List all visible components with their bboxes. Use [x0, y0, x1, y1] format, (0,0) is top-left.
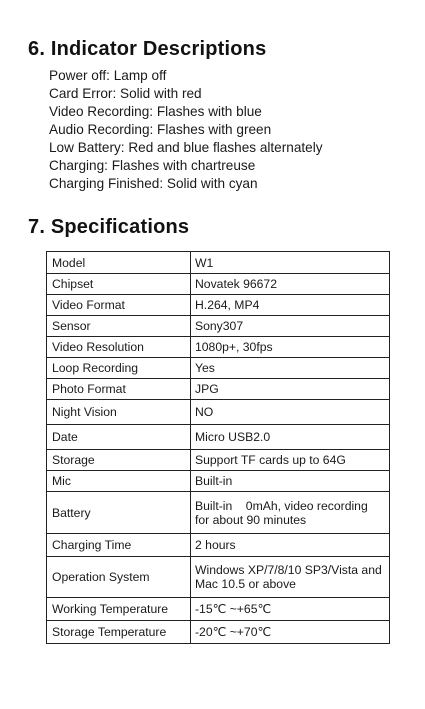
- spec-label: Sensor: [47, 316, 191, 337]
- spec-label: Working Temperature: [47, 598, 191, 621]
- spec-label: Chipset: [47, 274, 191, 295]
- table-row: [47, 400, 390, 425]
- indicator-item: Power off: Lamp off: [49, 68, 167, 83]
- indicator-item: Video Recording: Flashes with blue: [49, 104, 262, 119]
- table-row: [47, 425, 390, 450]
- specifications-table: [46, 251, 390, 644]
- table-row: [47, 450, 390, 471]
- indicator-item: Charging Finished: Solid with cyan: [49, 176, 258, 191]
- indicator-item: Charging: Flashes with chartreuse: [49, 158, 256, 173]
- table-row: [47, 379, 390, 400]
- spec-label: Photo Format: [47, 379, 191, 400]
- indicator-item: Audio Recording: Flashes with green: [49, 122, 272, 137]
- spec-value: Support TF cards up to 64G: [191, 450, 390, 471]
- spec-label: Mic: [47, 471, 191, 492]
- indicator-item: Card Error: Solid with red: [49, 86, 202, 101]
- table-row: [47, 557, 390, 598]
- spec-value: Built-in: [191, 471, 390, 492]
- spec-label: Charging Time: [47, 534, 191, 557]
- table-row: [47, 534, 390, 557]
- table-row: [47, 358, 390, 379]
- table-row: [47, 621, 390, 644]
- specifications-heading: 7. Specifications: [28, 216, 190, 238]
- spec-value: Micro USB2.0: [191, 425, 390, 450]
- spec-value: -15℃ ~+65℃: [191, 598, 390, 621]
- spec-label: Night Vision: [47, 400, 191, 425]
- spec-value: JPG: [191, 379, 390, 400]
- table-row: [47, 471, 390, 492]
- table-row: [47, 252, 390, 274]
- spec-label: Storage: [47, 450, 191, 471]
- spec-value: Sony307: [191, 316, 390, 337]
- spec-value: 2 hours: [191, 534, 390, 557]
- spec-label: Video Resolution: [47, 337, 191, 358]
- spec-label: Operation System: [47, 557, 191, 598]
- spec-value: H.264, MP4: [191, 295, 390, 316]
- spec-value: 1080p+, 30fps: [191, 337, 390, 358]
- indicator-item: Low Battery: Red and blue flashes alternately: [49, 140, 323, 155]
- table-row: [47, 316, 390, 337]
- indicator-descriptions-heading: 6. Indicator Descriptions: [28, 38, 267, 60]
- table-row: [47, 337, 390, 358]
- spec-label: Date: [47, 425, 191, 450]
- spec-label: Storage Temperature: [47, 621, 191, 644]
- spec-label: Loop Recording: [47, 358, 191, 379]
- spec-label: Video Format: [47, 295, 191, 316]
- spec-value: Windows XP/7/8/10 SP3/Vista and Mac 10.5 or above: [191, 557, 390, 598]
- table-row: [47, 295, 390, 316]
- table-row: [47, 598, 390, 621]
- spec-label: Battery: [47, 492, 191, 534]
- spec-value: -20℃ ~+70℃: [191, 621, 390, 644]
- table-row: [47, 274, 390, 295]
- spec-value: Built-in 0mAh, video recording for about 90 minutes: [191, 492, 390, 534]
- spec-value: Novatek 96672: [191, 274, 390, 295]
- spec-label: Model: [47, 252, 191, 274]
- indicator-list: [49, 67, 323, 193]
- spec-value: W1: [191, 252, 390, 274]
- table-row: [47, 492, 390, 534]
- spec-value: NO: [191, 400, 390, 425]
- spec-value: Yes: [191, 358, 390, 379]
